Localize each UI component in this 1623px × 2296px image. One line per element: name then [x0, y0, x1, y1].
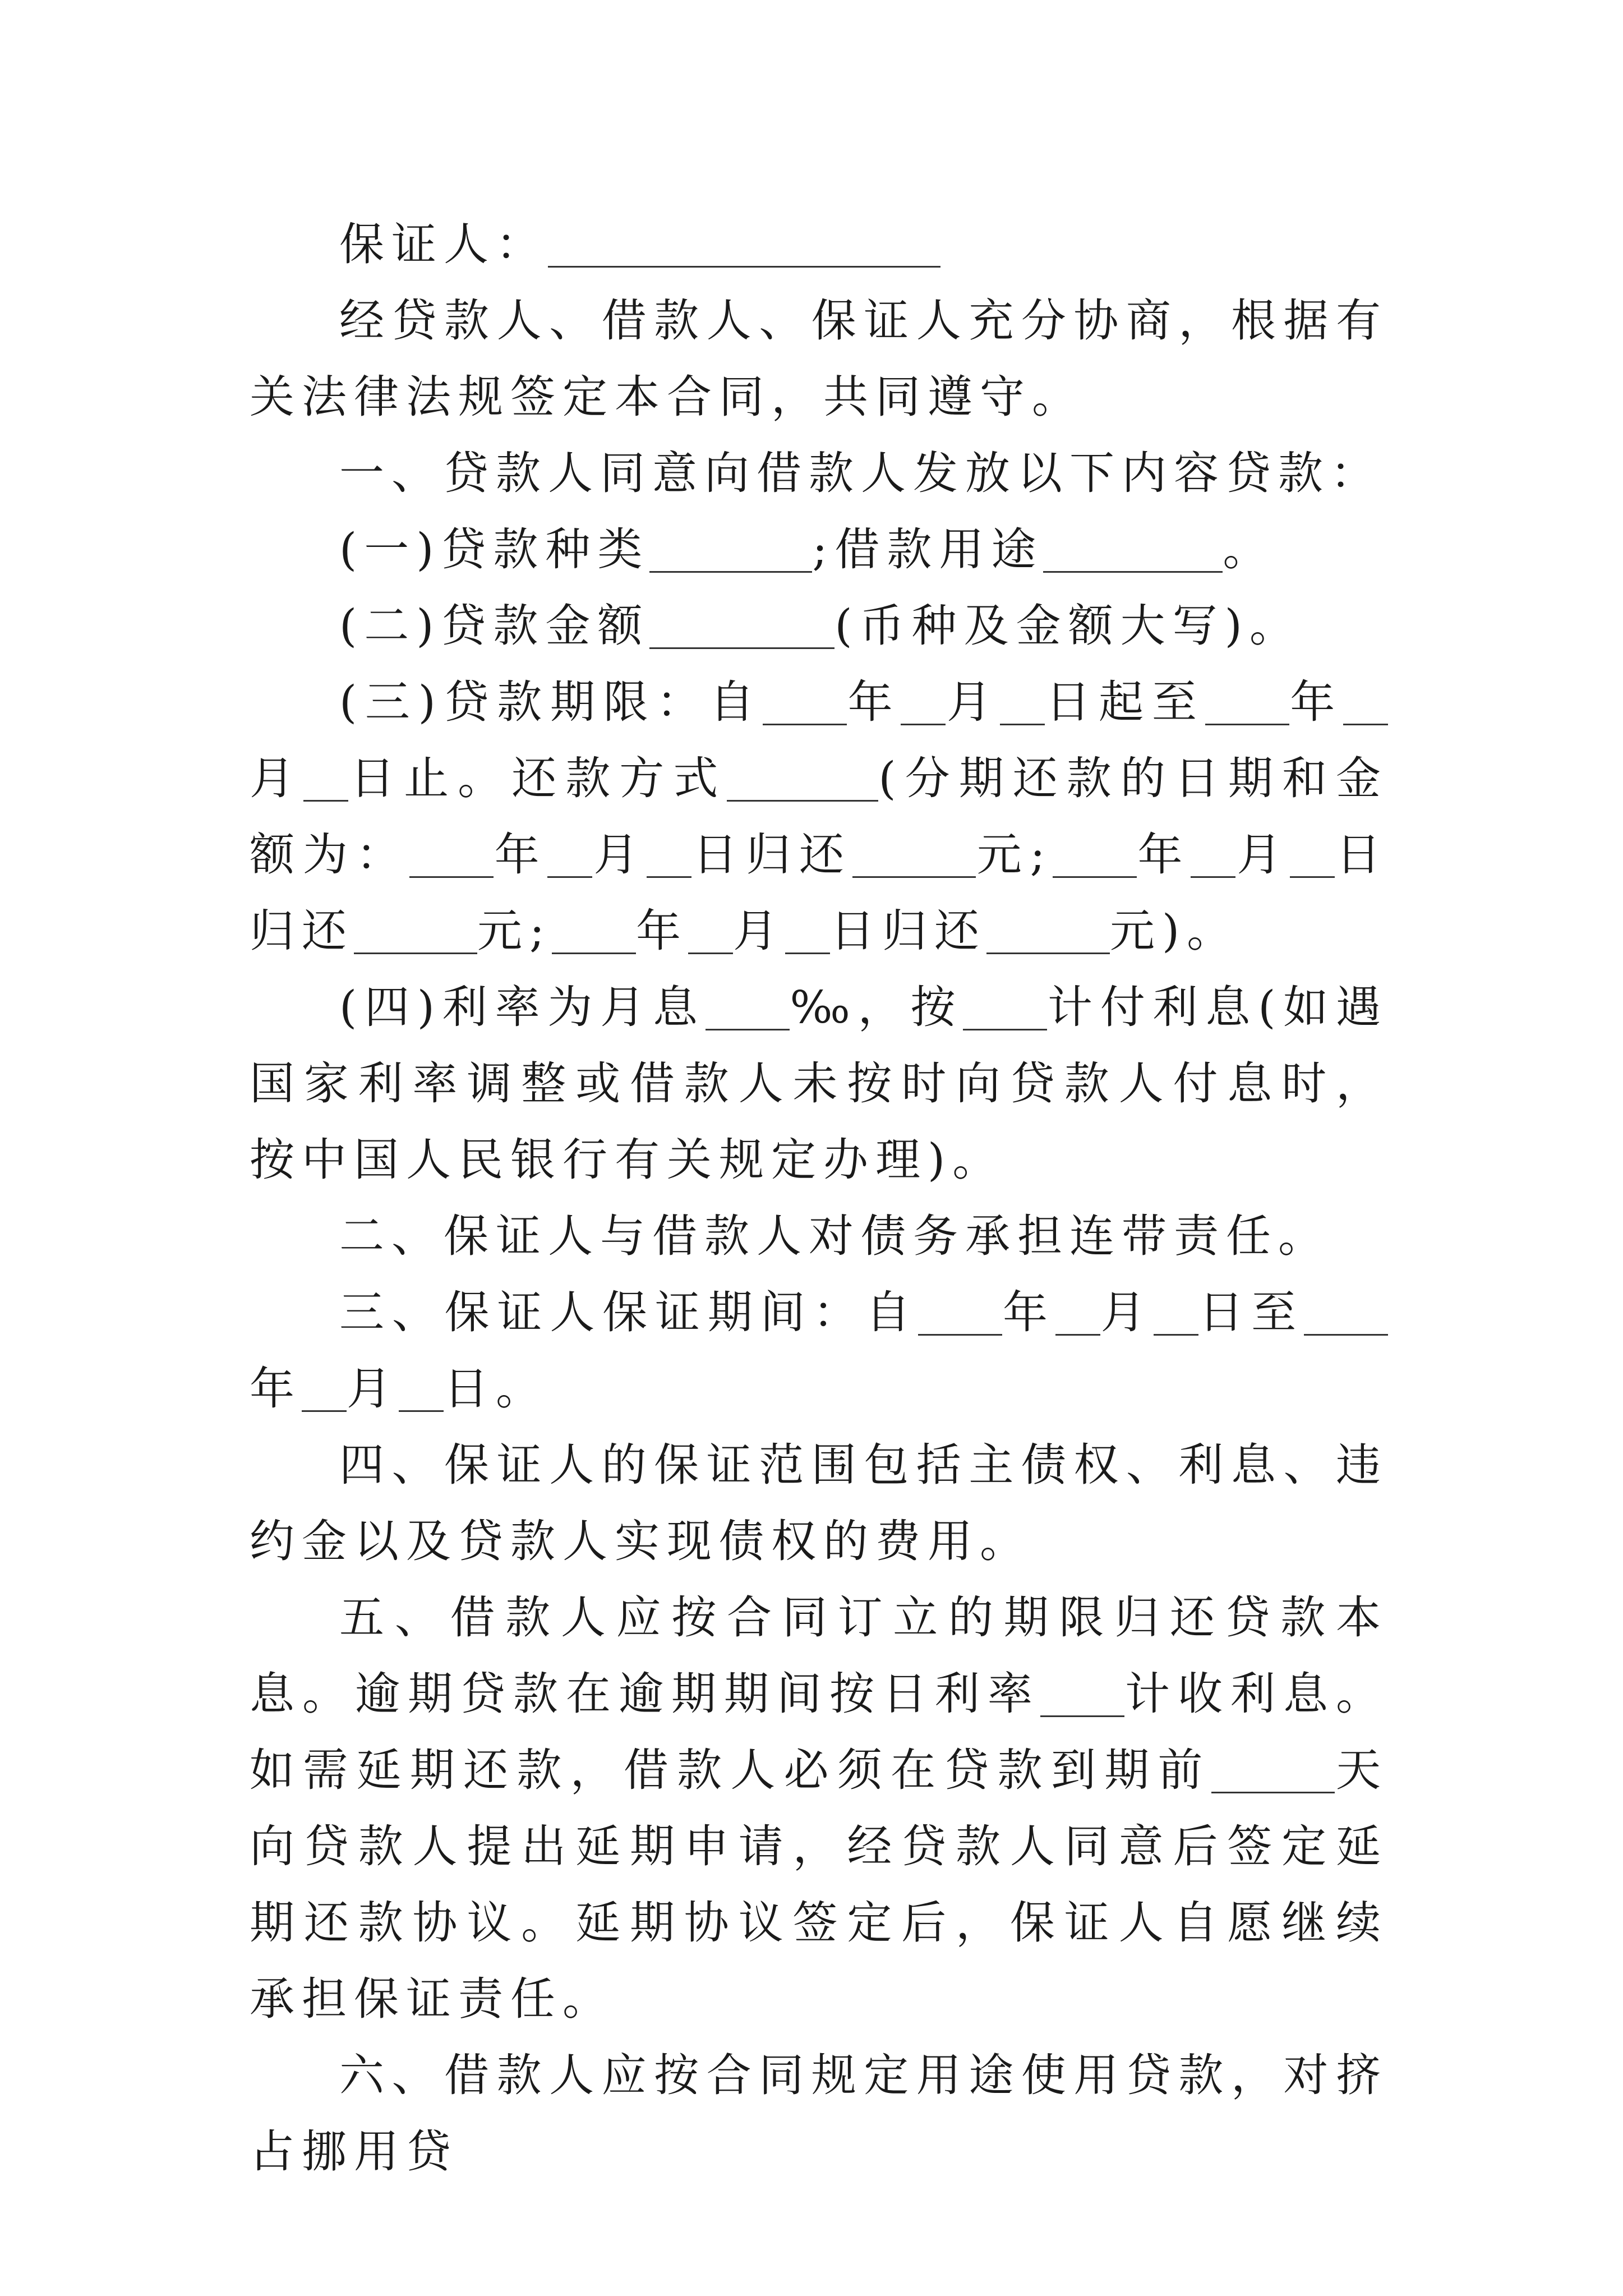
fill-in-blank[interactable]: [1040, 1671, 1124, 1717]
paragraph-text: 日归还: [691, 829, 852, 881]
paragraph-text: 月: [592, 829, 647, 881]
document-page: [250, 206, 1388, 2190]
fill-in-blank[interactable]: [1055, 1289, 1100, 1336]
paragraph-text: 月: [732, 905, 785, 957]
paragraph: [250, 1580, 1388, 2037]
paragraph-text: 日起至: [1044, 676, 1205, 728]
fill-in-blank[interactable]: [688, 908, 733, 954]
paragraph-text: 元;: [477, 905, 552, 957]
fill-in-blank[interactable]: [399, 1365, 444, 1412]
paragraph-text: 计收利息。如需延期还款，借款人必须在贷款到期前: [250, 1668, 1388, 1796]
paragraph: [250, 664, 1388, 969]
paragraph: [250, 1274, 1388, 1427]
fill-in-blank[interactable]: [1290, 831, 1335, 878]
paragraph-text: (二)贷款金额: [339, 600, 650, 652]
paragraph-text: 年: [1289, 676, 1344, 728]
fill-in-blank[interactable]: [1053, 831, 1137, 878]
paragraph: [250, 435, 1388, 512]
fill-in-blank[interactable]: [763, 679, 847, 725]
paragraph-text: 月: [250, 752, 304, 804]
paragraph: [250, 283, 1388, 435]
fill-in-blank[interactable]: [852, 831, 976, 878]
paragraph-text: 月: [347, 1363, 399, 1415]
paragraph-text: 日归还: [829, 905, 986, 957]
paragraph-text: ;借款用途: [812, 523, 1044, 576]
paragraph-text: 二、保证人与借款人对债务承担连带责任。: [339, 1210, 1330, 1262]
paragraph-text: 五、借款人应按合同订立的期限归还贷款本息。逾期贷款在逾期期间按日利率: [250, 1591, 1388, 1720]
paragraph: [250, 2037, 1388, 2190]
paragraph-text: 日至: [1198, 1286, 1304, 1338]
paragraph-text: 月: [1235, 829, 1290, 881]
paragraph-text: (一)贷款种类: [339, 523, 650, 576]
fill-in-blank[interactable]: [354, 908, 477, 954]
fill-in-blank[interactable]: [1304, 1289, 1388, 1336]
fill-in-blank[interactable]: [649, 526, 812, 573]
paragraph: [250, 1198, 1388, 1274]
fill-in-blank[interactable]: [302, 1365, 347, 1412]
paragraph-text: 月: [946, 676, 1000, 728]
paragraph-text: 计付利息(如遇国家利率调整或借款人未按时向贷款人付息时，按中国人民银行有关规定办理)。: [250, 981, 1389, 1186]
fill-in-blank[interactable]: [1000, 679, 1045, 725]
fill-in-blank[interactable]: [1191, 831, 1235, 878]
paragraph-text: (四)利率为月息: [339, 981, 706, 1033]
fill-in-blank[interactable]: [1043, 526, 1223, 573]
paragraph-text: 天向贷款人提出延期申请，经贷款人同意后签定延期还款协议。延期协议签定后，保证人自愿继续承担保证责任。: [250, 1744, 1389, 2025]
paragraph-text: 日。: [444, 1363, 548, 1415]
paragraph-text: (三)贷款期限：自: [339, 676, 763, 728]
fill-in-blank[interactable]: [647, 831, 691, 878]
fill-in-blank[interactable]: [963, 984, 1047, 1030]
paragraph-text: 四、保证人的保证范围包括主债权、利息、违约金以及贷款人实现债权的费用。: [250, 1439, 1388, 1567]
paragraph-text: 保证人：: [339, 218, 548, 270]
fill-in-blank[interactable]: [901, 679, 946, 725]
paragraph-text: (币种及金额大写)。: [834, 600, 1302, 652]
paragraph-text: 六、借款人应按合同规定用途使用贷款，对挤占挪用贷: [250, 2049, 1388, 2178]
fill-in-blank[interactable]: [727, 755, 878, 802]
paragraph-text: 年: [1002, 1286, 1055, 1338]
paragraph-text: (分期还款的日期和金额为：: [250, 752, 1389, 881]
fill-in-blank[interactable]: [1205, 679, 1289, 725]
paragraph-text: 日止。还款方式: [348, 752, 727, 804]
paragraph-text: 年: [1136, 829, 1191, 881]
fill-in-blank[interactable]: [1211, 1747, 1335, 1793]
fill-in-blank[interactable]: [547, 831, 592, 878]
paragraph: [250, 512, 1388, 588]
paragraph-text: 年: [493, 829, 548, 881]
paragraph-text: 一、贷款人同意向借款人发放以下内容贷款：: [339, 447, 1382, 499]
paragraph-text: 元;: [975, 829, 1053, 881]
fill-in-blank[interactable]: [649, 602, 834, 649]
paragraph-text: 年: [635, 905, 688, 957]
paragraph-text: 经贷款人、借款人、保证人充分协商，根据有关法律法规签定本合同，共同遵守。: [250, 295, 1388, 423]
fill-in-blank[interactable]: [1343, 679, 1388, 725]
fill-in-blank[interactable]: [918, 1289, 1002, 1336]
paragraph-text: 月: [1100, 1286, 1154, 1338]
fill-in-blank[interactable]: [303, 755, 348, 802]
fill-in-blank[interactable]: [785, 908, 830, 954]
paragraph: [250, 206, 1388, 283]
paragraph-text: 年: [846, 676, 901, 728]
paragraph-text: ‰，按: [789, 981, 963, 1033]
paragraph-text: 三、保证人保证期间：自: [339, 1286, 919, 1338]
fill-in-blank[interactable]: [548, 221, 940, 268]
fill-in-blank[interactable]: [1154, 1289, 1198, 1336]
paragraph: [250, 588, 1388, 664]
paragraph-text: 元)。: [1109, 905, 1239, 957]
paragraph: [250, 1427, 1388, 1580]
fill-in-blank[interactable]: [409, 831, 494, 878]
paragraph-text: 日归还: [250, 829, 1389, 957]
fill-in-blank[interactable]: [706, 984, 790, 1030]
paragraph-text: 。: [1223, 523, 1275, 576]
fill-in-blank[interactable]: [986, 908, 1110, 954]
paragraph-text: 年: [250, 1363, 302, 1415]
fill-in-blank[interactable]: [552, 908, 636, 954]
paragraph: [250, 969, 1388, 1198]
